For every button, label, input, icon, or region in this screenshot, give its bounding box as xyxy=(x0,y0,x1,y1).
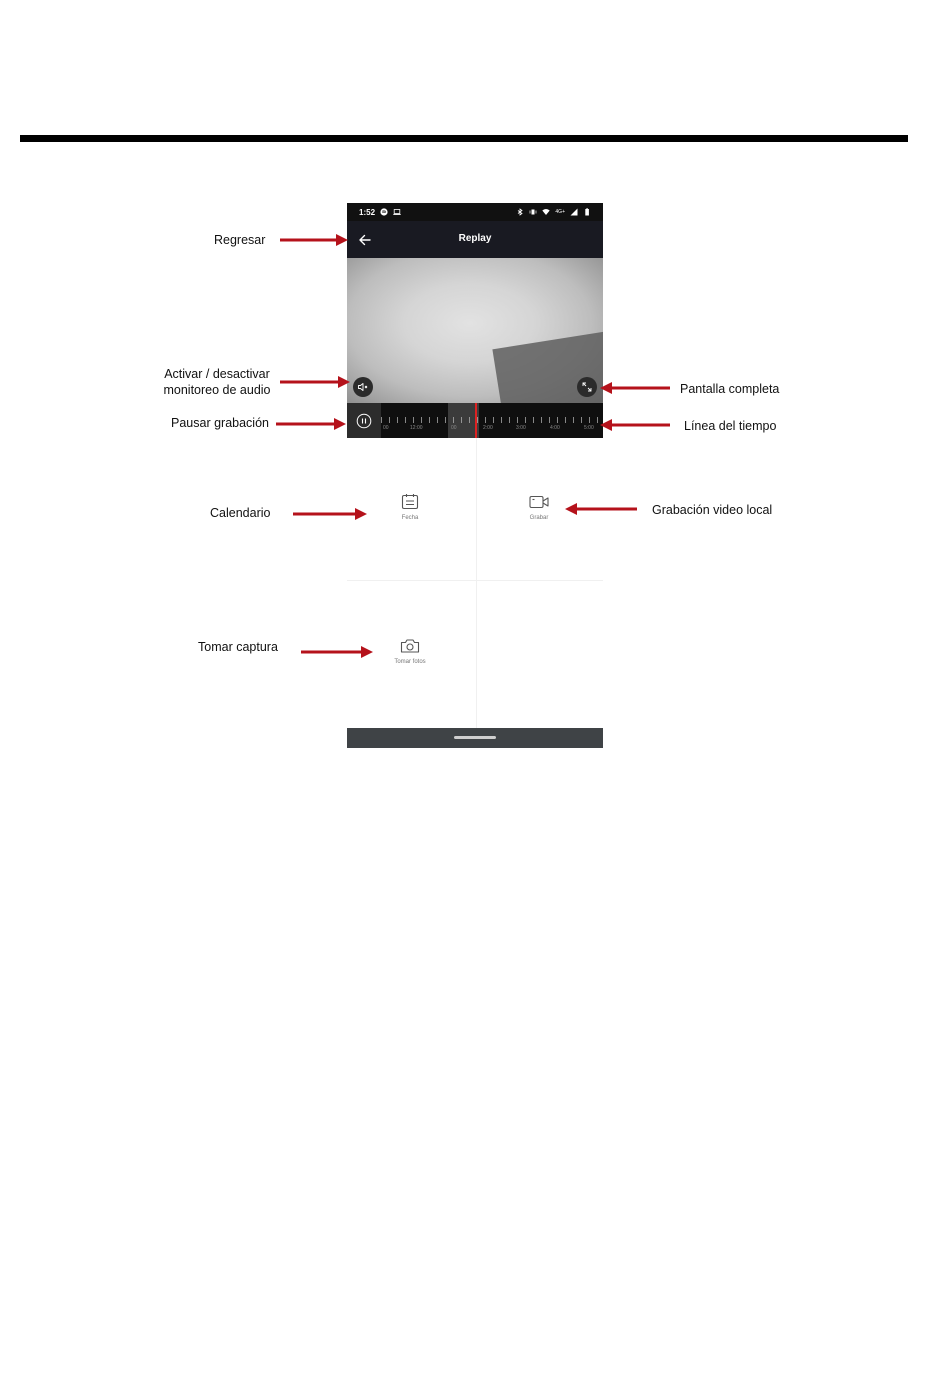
arrow-left-icon xyxy=(598,380,672,396)
fullscreen-button[interactable] xyxy=(577,377,597,397)
page-title: Replay xyxy=(458,233,492,244)
top-divider xyxy=(20,135,908,142)
wifi-icon xyxy=(542,208,550,216)
app-bar xyxy=(347,221,603,258)
status-bar xyxy=(347,203,603,221)
pause-icon xyxy=(356,413,372,429)
navigation-bar xyxy=(347,728,603,748)
timeline-label: 00 xyxy=(451,425,457,431)
audio-toggle-button[interactable] xyxy=(353,377,373,397)
annotation-audio xyxy=(158,366,276,398)
network-type: 4G+ xyxy=(555,209,565,215)
date-button[interactable] xyxy=(370,493,450,521)
calendar-icon xyxy=(400,493,420,511)
status-time: 1:52 xyxy=(359,207,376,217)
signal-icon xyxy=(570,208,578,216)
annotation-captura: Tomar captura xyxy=(198,640,278,654)
timeline-label: 5:00 xyxy=(584,425,594,431)
arrow-right-icon xyxy=(274,416,348,432)
fullscreen-icon xyxy=(581,381,593,393)
take-photo-button[interactable] xyxy=(370,637,450,665)
annotation-pantalla: Pantalla completa xyxy=(680,382,780,396)
timeline-ticks xyxy=(381,417,603,423)
vibrate-icon xyxy=(529,208,537,216)
grid-divider xyxy=(347,580,603,581)
home-gesture-handle[interactable] xyxy=(454,736,496,739)
camera-icon xyxy=(399,637,421,655)
annotation-audio-line2: monitoreo de audio xyxy=(163,383,271,397)
date-label: Fecha xyxy=(401,515,419,521)
arrow-left-icon xyxy=(563,501,639,517)
phone-screenshot xyxy=(347,203,603,748)
video-player[interactable] xyxy=(347,258,603,403)
grid-divider xyxy=(476,438,477,728)
pause-button[interactable] xyxy=(347,403,381,438)
arrow-left-icon xyxy=(598,417,672,433)
arrow-right-icon xyxy=(299,644,375,660)
spotify-icon xyxy=(380,208,388,216)
laptop-icon xyxy=(393,208,401,216)
timeline-label: 12:00 xyxy=(410,425,423,431)
actions-grid xyxy=(347,438,603,728)
annotation-calendario: Calendario xyxy=(210,506,271,520)
timeline-label: 00 xyxy=(383,425,389,431)
annotation-linea: Línea del tiempo xyxy=(684,419,777,433)
annotation-grabacion: Grabación video local xyxy=(652,503,773,517)
record-label: Grabar xyxy=(529,515,549,521)
video-camera-icon xyxy=(528,493,550,511)
timeline-label: 3:00 xyxy=(516,425,526,431)
take-photo-label: Tomar fotos xyxy=(394,659,426,665)
timeline-label: 4:00 xyxy=(550,425,560,431)
timeline-label: 2:00 xyxy=(483,425,493,431)
arrow-right-icon xyxy=(278,374,352,390)
speaker-muted-icon xyxy=(357,381,369,393)
annotation-pausar: Pausar grabación xyxy=(171,416,269,430)
timeline-bar xyxy=(347,403,603,438)
annotation-audio-line1: Activar / desactivar xyxy=(164,367,270,381)
timeline-playhead xyxy=(475,403,477,438)
timeline-scrubber[interactable] xyxy=(381,403,603,438)
annotation-regresar: Regresar xyxy=(214,233,266,247)
battery-icon xyxy=(583,208,591,216)
arrow-right-icon xyxy=(291,506,369,522)
arrow-right-icon xyxy=(278,232,350,248)
bluetooth-icon xyxy=(516,208,524,216)
